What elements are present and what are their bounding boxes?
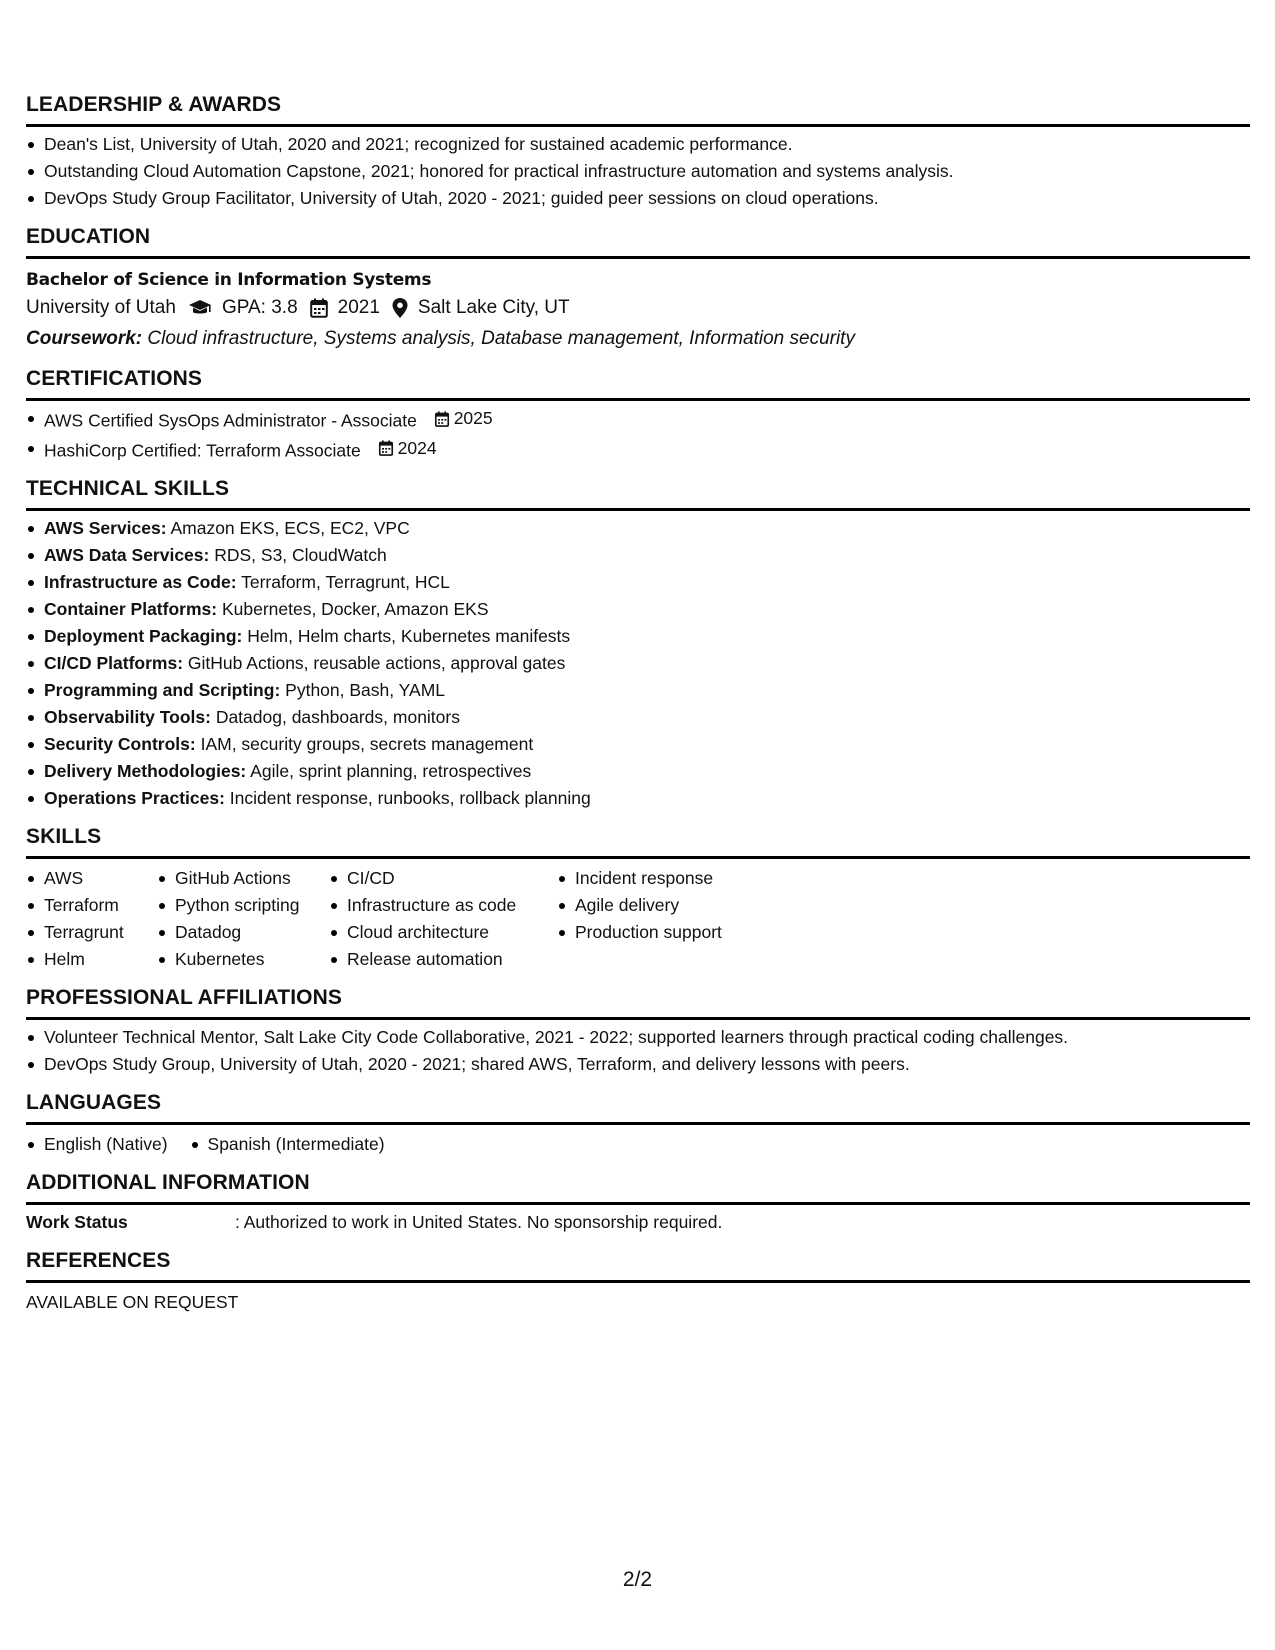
affiliations-heading: PROFESSIONAL AFFILIATIONS — [26, 983, 1250, 1020]
skill-value: Datadog, dashboards, monitors — [215, 707, 460, 727]
coursework-text: Cloud infrastructure, Systems analysis, Database management, Information security — [147, 328, 855, 349]
skill-value: IAM, security groups, secrets management — [200, 734, 534, 754]
list-item: Spanish (Intermediate) — [190, 1131, 385, 1158]
skills-column — [329, 865, 557, 973]
list-item: Agile delivery — [557, 892, 722, 919]
leadership-section — [26, 90, 1250, 212]
skill-label: Deployment Packaging: — [44, 626, 243, 646]
calendar-icon — [378, 440, 394, 456]
additional-info-heading: ADDITIONAL INFORMATION — [26, 1168, 1250, 1205]
calendar-icon — [434, 411, 450, 427]
skills-section — [26, 822, 1250, 973]
certification-date — [434, 405, 493, 432]
list-item: Incident response — [557, 865, 722, 892]
references-section — [26, 1246, 1250, 1316]
skill-label: Security Controls: — [44, 734, 196, 754]
list-item — [26, 785, 1250, 812]
list-item: Release automation — [329, 946, 557, 973]
list-item — [26, 758, 1250, 785]
list-item — [26, 704, 1250, 731]
skills-column — [26, 865, 157, 973]
list-item: DevOps Study Group Facilitator, University of Utah, 2020 - 2021; guided peer sessions on cloud operations. — [26, 185, 1250, 212]
certification-year: 2024 — [397, 437, 437, 458]
degree-title: Bachelor of Science in Information Systems — [26, 270, 432, 290]
technical-skills-list — [26, 515, 1250, 812]
list-item — [26, 731, 1250, 758]
list-item: Datadog — [157, 919, 329, 946]
skills-grid — [26, 865, 1250, 973]
leadership-heading: LEADERSHIP & AWARDS — [26, 90, 1250, 127]
skill-value: RDS, S3, CloudWatch — [214, 545, 387, 565]
education-details — [26, 292, 1250, 324]
list-item: Cloud architecture — [329, 919, 557, 946]
education-heading: EDUCATION — [26, 222, 1250, 259]
list-item: Infrastructure as code — [329, 892, 557, 919]
list-item: Helm — [26, 946, 157, 973]
affiliations-list — [26, 1024, 1250, 1078]
references-heading: REFERENCES — [26, 1246, 1250, 1283]
list-item — [26, 515, 1250, 542]
list-item — [26, 435, 1250, 465]
list-item: AWS — [26, 865, 157, 892]
skill-label: AWS Data Services: — [44, 545, 210, 565]
gpa-value: GPA: 3.8 — [221, 297, 298, 318]
languages-section — [26, 1088, 1250, 1158]
coursework-label: Coursework: — [26, 328, 143, 349]
education-section — [26, 222, 1250, 354]
calendar-icon — [310, 298, 328, 318]
technical-skills-section — [26, 474, 1250, 812]
skill-label: CI/CD Platforms: — [44, 653, 184, 673]
skill-value: Incident response, runbooks, rollback planning — [229, 788, 591, 808]
skill-label: Container Platforms: — [44, 599, 218, 619]
skills-column — [557, 865, 722, 973]
school-name: University of Utah — [26, 297, 176, 318]
list-item: Terraform — [26, 892, 157, 919]
certification-name: AWS Certified SysOps Administrator - Associate — [44, 410, 417, 431]
skills-heading: SKILLS — [26, 822, 1250, 859]
list-item — [26, 405, 1250, 435]
certifications-list — [26, 405, 1250, 464]
list-item: Kubernetes — [157, 946, 329, 973]
list-item — [26, 569, 1250, 596]
skills-column — [157, 865, 329, 973]
skill-value: Amazon EKS, ECS, EC2, VPC — [170, 518, 410, 538]
coursework — [26, 324, 1250, 354]
skill-label: Programming and Scripting: — [44, 680, 281, 700]
work-status-row — [26, 1209, 1250, 1236]
list-item: Terragrunt — [26, 919, 157, 946]
skill-label: AWS Services: — [44, 518, 167, 538]
list-item: GitHub Actions — [157, 865, 329, 892]
leadership-list — [26, 131, 1250, 212]
skill-value: Agile, sprint planning, retrospectives — [250, 761, 532, 781]
list-item: Volunteer Technical Mentor, Salt Lake City Code Collaborative, 2021 - 2022; supported learners through practical coding challenges. — [26, 1024, 1250, 1051]
skill-value: Terraform, Terragrunt, HCL — [241, 572, 450, 592]
school-location: Salt Lake City, UT — [417, 297, 570, 318]
certifications-section — [26, 364, 1250, 464]
list-item — [26, 650, 1250, 677]
list-item — [26, 596, 1250, 623]
list-item: Python scripting — [157, 892, 329, 919]
resume-content — [26, 90, 1250, 1326]
references-text: AVAILABLE ON REQUEST — [26, 1292, 239, 1312]
list-item — [26, 623, 1250, 650]
languages-list — [26, 1131, 1250, 1158]
list-item: DevOps Study Group, University of Utah, 2020 - 2021; shared AWS, Terraform, and delivery lessons with peers. — [26, 1051, 1250, 1078]
skill-value: Kubernetes, Docker, Amazon EKS — [221, 599, 489, 619]
skill-value: Python, Bash, YAML — [285, 680, 446, 700]
affiliations-section — [26, 983, 1250, 1078]
certifications-heading: CERTIFICATIONS — [26, 364, 1250, 401]
skill-label: Infrastructure as Code: — [44, 572, 237, 592]
skill-label: Observability Tools: — [44, 707, 211, 727]
list-item — [26, 677, 1250, 704]
list-item: Production support — [557, 919, 722, 946]
skill-label: Delivery Methodologies: — [44, 761, 247, 781]
languages-heading: LANGUAGES — [26, 1088, 1250, 1125]
certification-year: 2025 — [453, 408, 493, 428]
work-status-value: : Authorized to work in United States. No sponsorship required. — [235, 1212, 723, 1232]
location-pin-icon — [392, 298, 408, 318]
certification-date — [378, 435, 437, 462]
skill-value: GitHub Actions, reusable actions, approval gates — [187, 653, 566, 673]
graduation-cap-icon — [188, 299, 212, 317]
list-item: Dean's List, University of Utah, 2020 and 2021; recognized for sustained academic performance. — [26, 131, 1250, 158]
list-item: CI/CD — [329, 865, 557, 892]
technical-skills-heading: TECHNICAL SKILLS — [26, 474, 1250, 511]
certification-name: HashiCorp Certified: Terraform Associate — [44, 440, 361, 460]
skill-label: Operations Practices: — [44, 788, 225, 808]
list-item: Outstanding Cloud Automation Capstone, 2021; honored for practical infrastructure automation and systems analysis. — [26, 158, 1250, 185]
additional-info-section — [26, 1168, 1250, 1236]
page-number: 2/2 — [622, 1568, 653, 1591]
skill-value: Helm, Helm charts, Kubernetes manifests — [247, 626, 571, 646]
list-item: English (Native) — [26, 1131, 168, 1158]
list-item — [26, 542, 1250, 569]
work-status-label: Work Status — [26, 1212, 128, 1232]
graduation-year: 2021 — [337, 297, 380, 318]
